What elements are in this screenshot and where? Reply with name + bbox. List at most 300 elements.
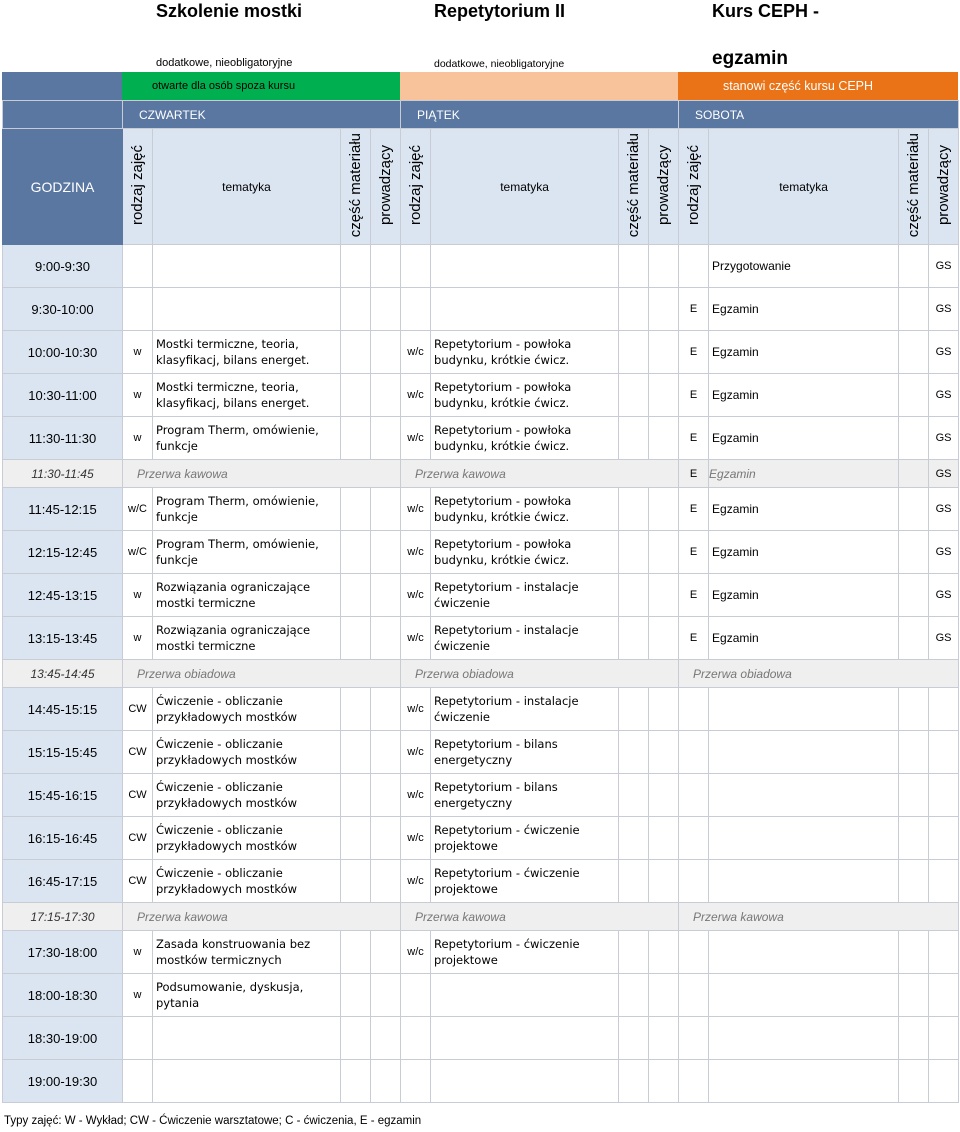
col-rodzaj (123, 129, 153, 245)
session-topic: Egzamin (709, 531, 899, 574)
time-slot: 17:30-18:00 (3, 931, 123, 974)
session-type: CW (123, 731, 153, 774)
material-part (899, 417, 929, 460)
session-type: E (679, 417, 709, 460)
instructor: GS (929, 531, 959, 574)
break-label: Przerwa kawowa (401, 460, 679, 488)
course-title-ceph-line2: egzamin (712, 48, 789, 69)
time-slot: 12:15-12:45 (3, 531, 123, 574)
session-topic: Rozwiązania ograniczające mostki termiczne (153, 574, 341, 617)
instructor: GS (929, 460, 959, 488)
session-topic: Rozwiązania ograniczające mostki termiczne (153, 617, 341, 660)
material-part (619, 688, 649, 731)
session-type: w (123, 974, 153, 1017)
session-topic (153, 288, 341, 331)
session-type: w/c (401, 731, 431, 774)
session-topic: Mostki termiczne, teoria, klasyfikacj, bilans energet. (153, 331, 341, 374)
instructor (649, 288, 679, 331)
material-part (899, 488, 929, 531)
session-topic: Repetytorium - bilans energetyczny (431, 774, 619, 817)
material-part (341, 574, 371, 617)
instructor (649, 731, 679, 774)
col-czesc (899, 129, 929, 245)
material-part (899, 817, 929, 860)
col-czesc-label: część materiału (625, 132, 643, 238)
session-topic: Program Therm, omówienie, funkcje (153, 531, 341, 574)
material-part (619, 574, 649, 617)
session-topic: Zasada konstruowania bez mostków termicznych (153, 931, 341, 974)
instructor (371, 974, 401, 1017)
material-part (619, 1017, 649, 1060)
material-part (619, 774, 649, 817)
session-type: CW (123, 817, 153, 860)
session-type: E (679, 574, 709, 617)
session-type: CW (123, 688, 153, 731)
session-type (401, 974, 431, 1017)
material-part (341, 931, 371, 974)
instructor (371, 574, 401, 617)
time-slot: 18:00-18:30 (3, 974, 123, 1017)
instructor (371, 860, 401, 903)
instructor (371, 931, 401, 974)
session-type (679, 817, 709, 860)
session-topic: Ćwiczenie - obliczanie przykładowych mostków (153, 817, 341, 860)
instructor (649, 617, 679, 660)
course-title-mostki: Szkolenie mostki (156, 1, 303, 21)
session-type: E (679, 460, 709, 488)
session-topic: Podsumowanie, dyskusja, pytania (153, 974, 341, 1017)
break-label: Przerwa obiadowa (679, 660, 959, 688)
session-type: w/C (123, 488, 153, 531)
session-type (679, 1017, 709, 1060)
session-type: w/c (401, 488, 431, 531)
instructor (371, 417, 401, 460)
instructor (929, 860, 959, 903)
session-topic: Repetytorium - instalacje ćwiczenie (431, 617, 619, 660)
col-godzina: GODZINA (3, 129, 123, 245)
day-thursday: CZWARTEK (123, 101, 401, 129)
instructor (371, 331, 401, 374)
session-type: w/c (401, 774, 431, 817)
instructor (649, 931, 679, 974)
session-topic: Program Therm, omówienie, funkcje (153, 417, 341, 460)
instructor (929, 931, 959, 974)
session-type: E (679, 617, 709, 660)
col-prowadzacy-label: prowadzący (655, 144, 673, 226)
instructor: GS (929, 374, 959, 417)
header-bar-blank (2, 72, 122, 100)
session-topic (709, 817, 899, 860)
session-topic: Ćwiczenie - obliczanie przykładowych mostków (153, 860, 341, 903)
session-topic (709, 1060, 899, 1103)
col-prowadzacy (649, 129, 679, 245)
session-topic (431, 288, 619, 331)
material-part (341, 860, 371, 903)
session-type: w/c (401, 931, 431, 974)
instructor (371, 1017, 401, 1060)
time-slot: 12:45-13:15 (3, 574, 123, 617)
session-topic: Repetytorium - instalacje ćwiczenie (431, 574, 619, 617)
material-part (619, 288, 649, 331)
time-slot: 14:45-15:15 (3, 688, 123, 731)
instructor (649, 774, 679, 817)
day-header-row (3, 101, 959, 129)
session-type (123, 245, 153, 288)
session-topic (709, 931, 899, 974)
time-slot: 16:15-16:45 (3, 817, 123, 860)
table-row (3, 931, 959, 974)
material-part (899, 617, 929, 660)
session-type (401, 245, 431, 288)
session-topic: Ćwiczenie - obliczanie przykładowych mostków (153, 688, 341, 731)
break-label: Przerwa kawowa (123, 903, 401, 931)
material-part (899, 531, 929, 574)
material-part (899, 1060, 929, 1103)
table-row (3, 974, 959, 1017)
instructor (649, 531, 679, 574)
session-type: w/c (401, 817, 431, 860)
break-label: Przerwa obiadowa (123, 660, 401, 688)
table-row (3, 817, 959, 860)
session-topic: Egzamin (709, 331, 899, 374)
session-topic: Egzamin (709, 574, 899, 617)
col-prowadzacy-label: prowadzący (935, 144, 953, 226)
table-row (3, 245, 959, 288)
material-part (619, 860, 649, 903)
instructor (649, 245, 679, 288)
instructor: GS (929, 488, 959, 531)
material-part (341, 617, 371, 660)
material-part (899, 574, 929, 617)
session-topic: Egzamin (709, 288, 899, 331)
material-part (899, 688, 929, 731)
session-type: w/c (401, 531, 431, 574)
material-part (341, 374, 371, 417)
instructor (649, 817, 679, 860)
break-row (3, 903, 959, 931)
instructor: GS (929, 288, 959, 331)
day-friday: PIĄTEK (401, 101, 679, 129)
session-type: w/c (401, 688, 431, 731)
material-part (619, 417, 649, 460)
col-prowadzacy-label: prowadzący (377, 144, 395, 226)
material-part (899, 374, 929, 417)
table-row (3, 288, 959, 331)
break-label: Przerwa kawowa (401, 903, 679, 931)
material-part (341, 1017, 371, 1060)
instructor (929, 731, 959, 774)
session-topic: Ćwiczenie - obliczanie przykładowych mostków (153, 774, 341, 817)
break-label: Przerwa obiadowa (401, 660, 679, 688)
column-header-row (3, 129, 959, 245)
session-topic (153, 1060, 341, 1103)
session-type: w/c (401, 860, 431, 903)
material-part (341, 731, 371, 774)
session-topic (431, 1017, 619, 1060)
material-part (341, 245, 371, 288)
session-type (679, 860, 709, 903)
session-type (679, 1060, 709, 1103)
table-row (3, 1060, 959, 1103)
instructor: GS (929, 245, 959, 288)
instructor (649, 331, 679, 374)
col-tematyka: tematyka (709, 129, 899, 245)
day-saturday: SOBOTA (679, 101, 959, 129)
material-part (341, 688, 371, 731)
time-slot: 9:30-10:00 (3, 288, 123, 331)
session-topic: Ćwiczenie - obliczanie przykładowych mostków (153, 731, 341, 774)
schedule-table (2, 100, 959, 1103)
session-type: w/c (401, 374, 431, 417)
session-type: w/c (401, 331, 431, 374)
material-part (341, 974, 371, 1017)
time-slot: 13:15-13:45 (3, 617, 123, 660)
session-type: E (679, 374, 709, 417)
instructor (649, 417, 679, 460)
course-open-label: otwarte dla osób spoza kursu (152, 80, 296, 92)
session-type: CW (123, 774, 153, 817)
session-type: w (123, 417, 153, 460)
instructor (929, 817, 959, 860)
instructor (649, 974, 679, 1017)
instructor (371, 531, 401, 574)
col-rodzaj (401, 129, 431, 245)
time-slot: 17:15-17:30 (3, 903, 123, 931)
col-czesc (341, 129, 371, 245)
material-part (619, 488, 649, 531)
session-topic (709, 731, 899, 774)
material-part (619, 974, 649, 1017)
session-topic (709, 860, 899, 903)
session-topic: Egzamin (709, 460, 899, 488)
break-label: Przerwa kawowa (679, 903, 959, 931)
schedule-body (3, 245, 959, 1103)
course-note-mostki: dodatkowe, nieobligatoryjne (156, 57, 293, 69)
break-row (3, 460, 959, 488)
material-part (341, 417, 371, 460)
material-part (341, 774, 371, 817)
instructor (371, 1060, 401, 1103)
col-czesc (619, 129, 649, 245)
instructor (371, 617, 401, 660)
table-row (3, 531, 959, 574)
table-row (3, 731, 959, 774)
material-part (899, 731, 929, 774)
material-part (341, 531, 371, 574)
instructor (649, 488, 679, 531)
instructor (649, 688, 679, 731)
session-type: E (679, 331, 709, 374)
time-slot: 11:30-11:45 (3, 460, 123, 488)
session-type (679, 245, 709, 288)
instructor (371, 374, 401, 417)
session-type: w (123, 617, 153, 660)
session-topic: Repetytorium - ćwiczenie projektowe (431, 817, 619, 860)
session-topic: Egzamin (709, 374, 899, 417)
session-type: E (679, 488, 709, 531)
session-topic: Repetytorium - ćwiczenie projektowe (431, 931, 619, 974)
session-type (679, 688, 709, 731)
course-title-ceph: Kurs CEPH - (712, 1, 820, 21)
course-note-repetytorium: dodatkowe, nieobligatoryjne (434, 58, 565, 70)
material-part (899, 245, 929, 288)
header-bar-green (122, 72, 400, 100)
session-type: w/c (401, 617, 431, 660)
instructor (371, 731, 401, 774)
session-topic: Repetytorium - powłoka budynku, krótkie ćwicz. (431, 331, 619, 374)
instructor: GS (929, 417, 959, 460)
col-czesc-label: część materiału (905, 132, 923, 238)
material-part (341, 1060, 371, 1103)
table-row (3, 374, 959, 417)
material-part (619, 1060, 649, 1103)
session-type (679, 774, 709, 817)
material-part (899, 931, 929, 974)
session-type (401, 1060, 431, 1103)
col-tematyka: tematyka (431, 129, 619, 245)
session-topic: Repetytorium - instalacje ćwiczenie (431, 688, 619, 731)
session-topic (153, 1017, 341, 1060)
session-topic (153, 245, 341, 288)
material-part (899, 288, 929, 331)
col-czesc-label: część materiału (347, 132, 364, 238)
material-part (899, 331, 929, 374)
day-blank (3, 101, 123, 129)
session-topic (431, 245, 619, 288)
instructor (929, 1017, 959, 1060)
instructor (371, 688, 401, 731)
session-type: w (123, 574, 153, 617)
col-prowadzacy (371, 129, 401, 245)
session-topic: Repetytorium - powłoka budynku, krótkie ćwicz. (431, 488, 619, 531)
col-rodzaj-label: rodzaj zajęć (129, 144, 146, 226)
session-type (123, 1017, 153, 1060)
instructor (371, 817, 401, 860)
time-slot: 15:15-15:45 (3, 731, 123, 774)
col-rodzaj-label: rodzaj zajęć (685, 144, 703, 226)
material-part (899, 974, 929, 1017)
session-topic (709, 774, 899, 817)
instructor (371, 288, 401, 331)
session-topic: Program Therm, omówienie, funkcje (153, 488, 341, 531)
table-row (3, 417, 959, 460)
material-part (619, 817, 649, 860)
break-row (3, 660, 959, 688)
col-rodzaj (679, 129, 709, 245)
session-type (401, 1017, 431, 1060)
instructor (371, 774, 401, 817)
instructor (649, 1017, 679, 1060)
session-type: w/C (123, 531, 153, 574)
instructor (929, 1060, 959, 1103)
session-topic: Repetytorium - powłoka budynku, krótkie ćwicz. (431, 531, 619, 574)
session-type (679, 974, 709, 1017)
material-part (619, 531, 649, 574)
break-label: Przerwa kawowa (123, 460, 401, 488)
material-part (619, 731, 649, 774)
session-topic (431, 1060, 619, 1103)
session-type: w/c (401, 417, 431, 460)
instructor: GS (929, 331, 959, 374)
course-ceph-label: stanowi część kursu CEPH (723, 79, 874, 93)
legend: Typy zajęć: W - Wykład; CW - Ćwiczenie warsztatowe; C - ćwiczenia, E - egzamin (4, 1115, 422, 1127)
session-topic: Egzamin (709, 488, 899, 531)
col-prowadzacy (929, 129, 959, 245)
time-slot: 11:45-12:15 (3, 488, 123, 531)
session-type: w (123, 374, 153, 417)
session-type (123, 288, 153, 331)
material-part (341, 817, 371, 860)
time-slot: 13:45-14:45 (3, 660, 123, 688)
material-part (899, 774, 929, 817)
material-part (619, 245, 649, 288)
material-part (619, 931, 649, 974)
time-slot: 19:00-19:30 (3, 1060, 123, 1103)
time-slot: 11:30-11:30 (3, 417, 123, 460)
table-row (3, 774, 959, 817)
session-type: E (679, 531, 709, 574)
table-row (3, 574, 959, 617)
instructor (649, 1060, 679, 1103)
time-slot: 10:30-11:00 (3, 374, 123, 417)
table-row (3, 688, 959, 731)
session-topic: Egzamin (709, 417, 899, 460)
table-row (3, 617, 959, 660)
session-topic: Repetytorium - ćwiczenie projektowe (431, 860, 619, 903)
instructor: GS (929, 574, 959, 617)
material-part (899, 460, 929, 488)
course-title-repetytorium: Repetytorium II (434, 1, 566, 21)
header-bar-orange (678, 72, 958, 100)
material-part (341, 288, 371, 331)
instructor (649, 860, 679, 903)
session-topic (709, 1017, 899, 1060)
material-part (341, 331, 371, 374)
session-type: CW (123, 860, 153, 903)
instructor: GS (929, 617, 959, 660)
material-part (619, 374, 649, 417)
instructor (371, 245, 401, 288)
table-row (3, 860, 959, 903)
instructor (371, 488, 401, 531)
material-part (341, 488, 371, 531)
col-tematyka: tematyka (153, 129, 341, 245)
session-topic (431, 974, 619, 1017)
instructor (649, 374, 679, 417)
session-type: w (123, 931, 153, 974)
session-topic (709, 688, 899, 731)
material-part (899, 1017, 929, 1060)
material-part (619, 617, 649, 660)
time-slot: 15:45-16:15 (3, 774, 123, 817)
time-slot: 10:00-10:30 (3, 331, 123, 374)
session-type (401, 288, 431, 331)
session-type: w (123, 331, 153, 374)
instructor (929, 974, 959, 1017)
session-topic (709, 974, 899, 1017)
session-topic: Repetytorium - powłoka budynku, krótkie ćwicz. (431, 374, 619, 417)
session-topic: Przygotowanie (709, 245, 899, 288)
session-type (679, 931, 709, 974)
session-type: E (679, 288, 709, 331)
table-row (3, 488, 959, 531)
instructor (929, 774, 959, 817)
time-slot: 16:45-17:15 (3, 860, 123, 903)
header-bar-peach (400, 72, 678, 100)
session-type (679, 731, 709, 774)
session-type (123, 1060, 153, 1103)
session-topic: Repetytorium - bilans energetyczny (431, 731, 619, 774)
